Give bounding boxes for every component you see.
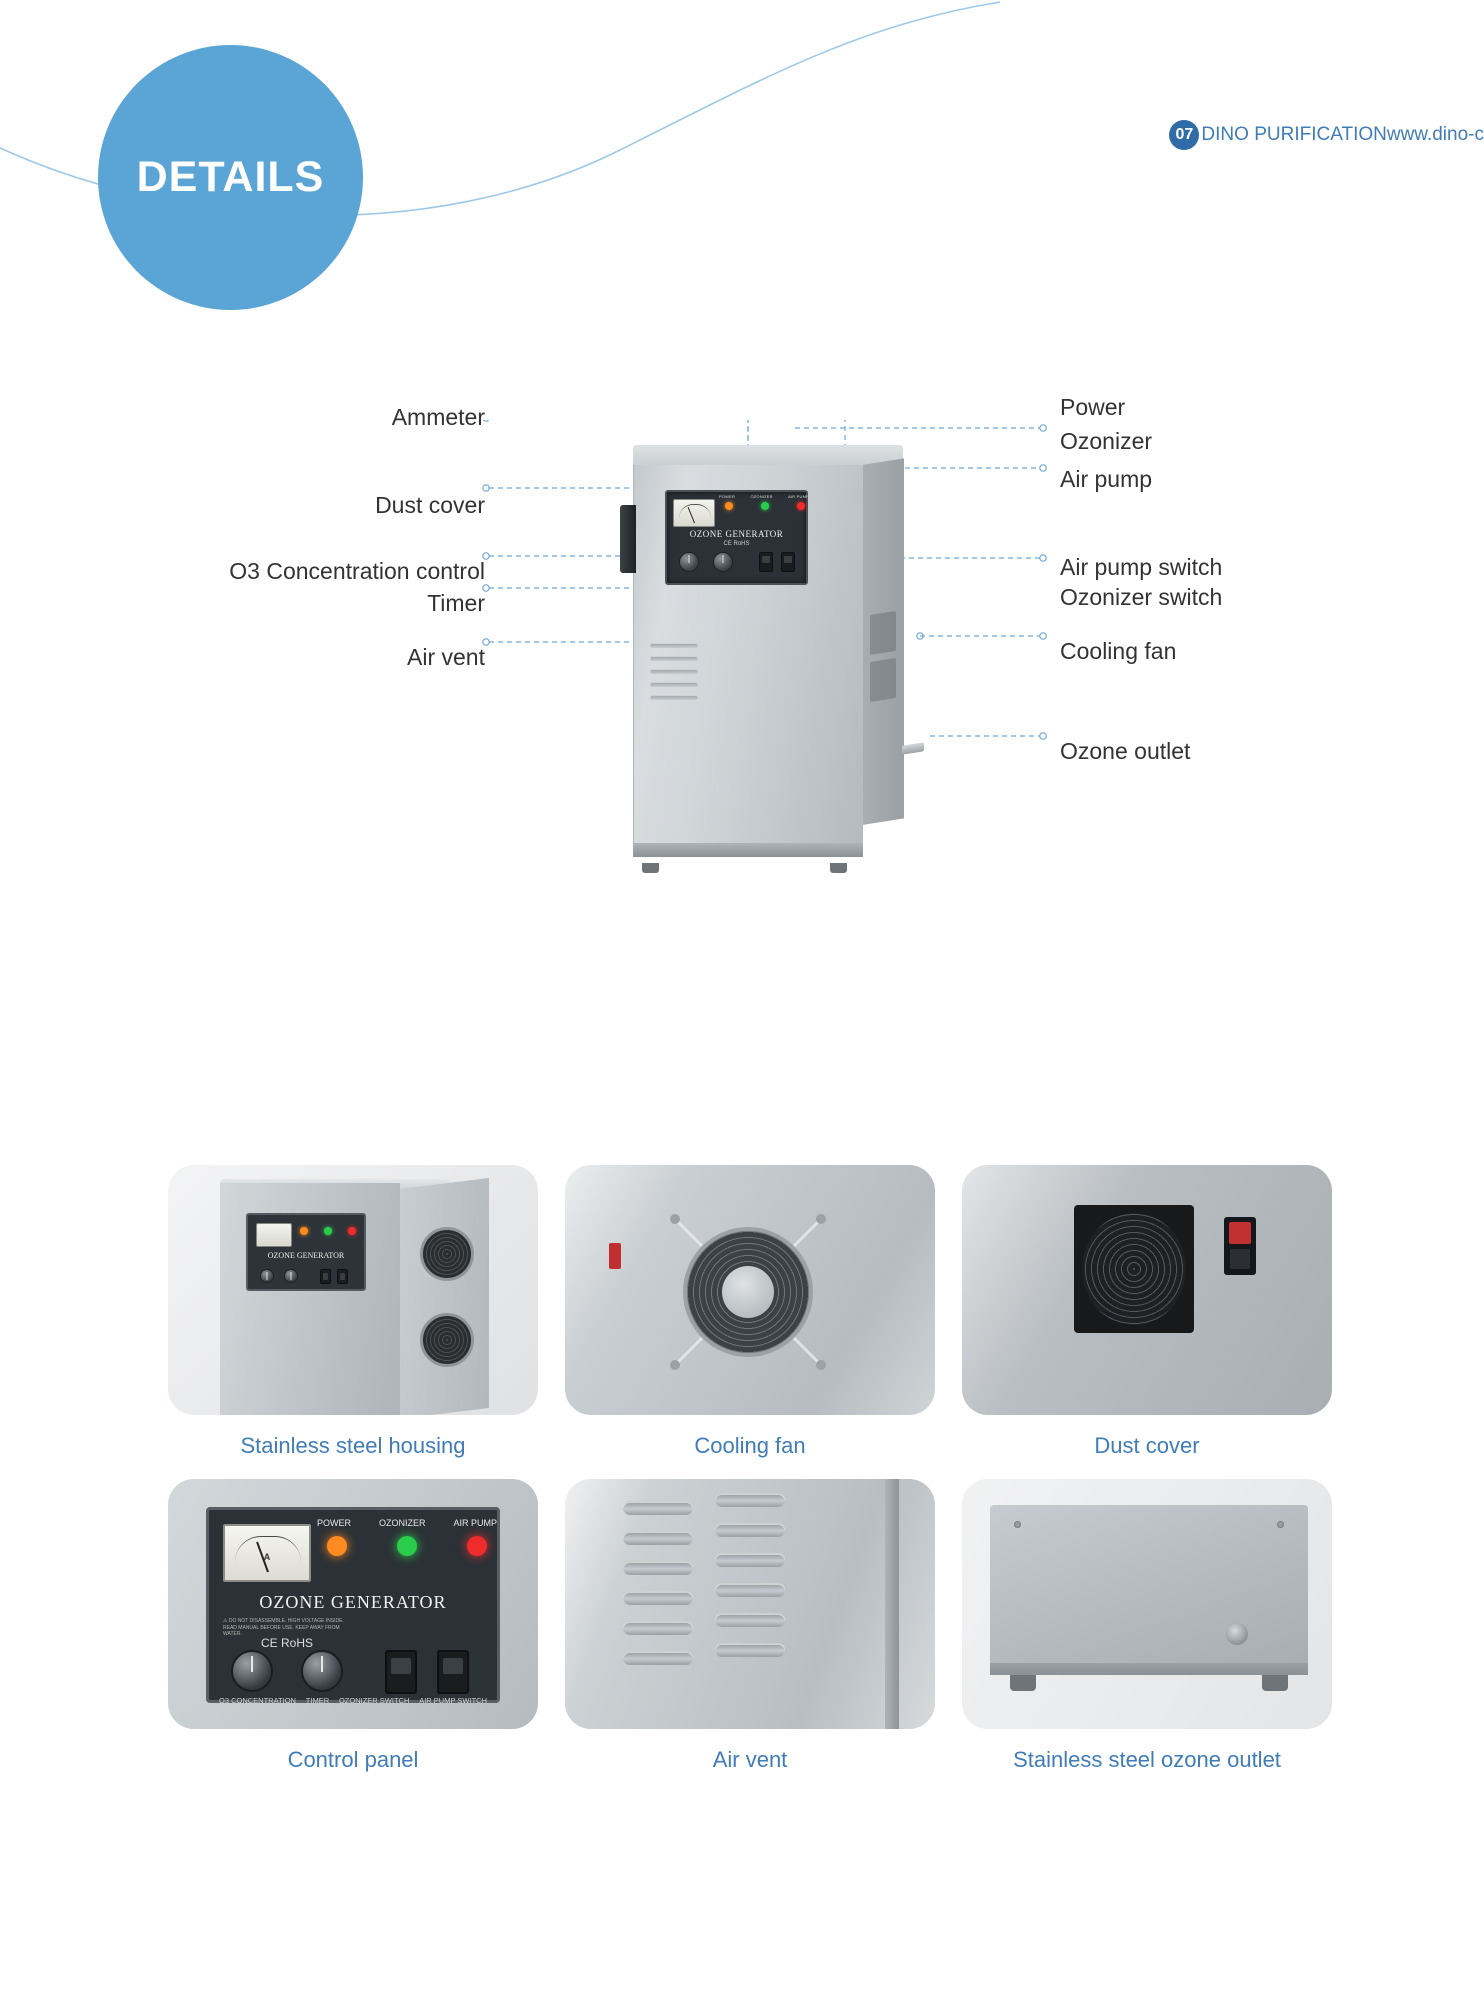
machine-side-fan-upper xyxy=(870,611,896,655)
led-label-air-pump: AIR PUMP xyxy=(453,1518,497,1528)
control-panel-face xyxy=(206,1507,500,1703)
housing-fan-upper-icon xyxy=(420,1227,474,1281)
ozonizer-switch[interactable] xyxy=(320,1269,331,1284)
screw-icon xyxy=(1014,1521,1021,1528)
cabinet-foot-right xyxy=(1262,1675,1288,1691)
air-pump-switch[interactable] xyxy=(437,1650,469,1694)
control-panel xyxy=(665,490,808,585)
ammeter-gauge xyxy=(673,499,715,527)
air-pump-switch[interactable] xyxy=(337,1269,348,1284)
panel-knobs xyxy=(679,552,733,572)
gallery-card-cooling-fan xyxy=(565,1165,935,1459)
housing-switches xyxy=(320,1269,348,1284)
callout-label-timer: Timer xyxy=(427,590,485,616)
gallery-caption-cooling-fan: Cooling fan xyxy=(694,1433,806,1458)
panel-indicator-leds xyxy=(725,502,805,510)
screw-icon xyxy=(1277,1521,1284,1528)
panel-switches xyxy=(385,1650,469,1694)
panel-sub-labels xyxy=(219,1696,487,1705)
o3-concentration-knob[interactable] xyxy=(231,1650,273,1692)
led-label-power: POWER xyxy=(719,494,736,499)
gallery-thumb-control-panel xyxy=(168,1479,538,1729)
ozonizer-led xyxy=(324,1227,332,1235)
gallery-card-control-panel xyxy=(168,1479,538,1773)
gallery-card-stainless-steel-housing xyxy=(168,1165,538,1459)
ammeter-unit-label: A xyxy=(263,1552,271,1562)
sub-label-air-pump-switch: AIR PUMP SWITCH xyxy=(419,1696,487,1705)
led-label-ozonizer: OZONIZER xyxy=(379,1518,426,1528)
panel-led-labels xyxy=(317,1518,497,1528)
gallery-thumb-stainless-steel-housing xyxy=(168,1165,538,1415)
gallery-thumb-stainless-steel-ozone-outlet xyxy=(962,1479,1332,1729)
o3-concentration-knob[interactable] xyxy=(260,1269,274,1283)
led-label-air-pump: AIR PUMP xyxy=(788,494,809,499)
ozone-generator-illustration xyxy=(620,445,920,865)
power-socket xyxy=(1230,1249,1250,1269)
callout-label-power: Power xyxy=(1060,394,1126,420)
power-switch[interactable] xyxy=(1229,1222,1251,1244)
ammeter-gauge xyxy=(223,1524,311,1582)
gallery-card-dust-cover xyxy=(962,1165,1332,1459)
machine-side-fan-lower xyxy=(870,658,896,702)
led-label-ozonizer: OZONIZER xyxy=(750,494,773,499)
timer-knob[interactable] xyxy=(713,552,733,572)
housing-control-panel xyxy=(246,1213,366,1291)
vent-slot xyxy=(650,682,698,687)
timer-knob[interactable] xyxy=(284,1269,298,1283)
panel-warning-text: ⚠ DO NOT DISASSEMBLE. HIGH VOLTAGE INSIDE. READ MANUAL BEFORE USE. KEEP AWAY FROM WATER. xyxy=(223,1618,344,1637)
vent-slot xyxy=(650,695,698,700)
ozonizer-led xyxy=(397,1536,417,1556)
brand-header xyxy=(1169,120,1484,150)
housing-fan-lower-icon xyxy=(420,1313,474,1367)
machine-foot-right xyxy=(830,863,847,873)
housing-ammeter xyxy=(256,1223,292,1247)
power-led xyxy=(725,502,733,510)
machine-top-cover xyxy=(633,445,903,467)
callout-label-ammeter: Ammeter xyxy=(391,404,485,430)
vent-slot xyxy=(623,1561,693,1575)
cabinet-foot-left xyxy=(1010,1675,1036,1691)
page-number-badge: 07 xyxy=(1169,120,1199,150)
page-title: DETAILS xyxy=(136,153,325,201)
ammeter-scale xyxy=(679,504,711,518)
o3-concentration-knob[interactable] xyxy=(679,552,699,572)
power-led xyxy=(300,1227,308,1235)
gallery-thumb-air-vent xyxy=(565,1479,935,1729)
gallery-caption-air-vent: Air vent xyxy=(712,1747,788,1772)
housing-leds xyxy=(300,1227,356,1235)
panel-switches xyxy=(759,552,795,572)
gallery-card-air-vent xyxy=(565,1479,935,1773)
ozonizer-led xyxy=(761,502,769,510)
callout-label-ozonizer: Ozonizer xyxy=(1060,428,1153,454)
panel-indicator-leds xyxy=(327,1536,487,1556)
air-vent-column-left xyxy=(623,1501,693,1681)
ozone-outlet-base xyxy=(990,1663,1308,1675)
callout-label-air-pump-switch-ozonizer-switch: Air pump switch Ozonizer switch xyxy=(1060,554,1223,611)
machine-base xyxy=(633,843,863,857)
panel-ce-mark: CE RoHS xyxy=(261,1636,314,1650)
brand-text: DINO PURIFICATIONwww.dino-c xyxy=(1201,124,1484,145)
gallery-card-stainless-steel-ozone-outlet xyxy=(962,1479,1332,1773)
vent-slot xyxy=(715,1493,785,1507)
vent-slot xyxy=(623,1591,693,1605)
vent-slot xyxy=(650,643,698,648)
callout-label-cooling-fan: Cooling fan xyxy=(1060,638,1177,664)
ozone-outlet-nozzle xyxy=(1226,1623,1248,1645)
air-pump-led xyxy=(797,502,805,510)
callout-label-ozone-outlet: Ozone outlet xyxy=(1060,738,1191,764)
ozonizer-switch[interactable] xyxy=(385,1650,417,1694)
panel-led-labels xyxy=(719,494,809,499)
power-switch-socket-block xyxy=(1224,1217,1256,1275)
panel-brand-title: OZONE GENERATOR xyxy=(689,529,784,539)
sub-label-o3-concentration: O3 CONCENTRATION xyxy=(219,1696,296,1705)
vent-slot xyxy=(650,656,698,661)
air-vent-panel-edge xyxy=(885,1479,899,1729)
callout-label-o3-concentration-control: O3 Concentration control xyxy=(229,558,485,584)
vent-slot xyxy=(623,1651,693,1665)
vent-slot xyxy=(623,1531,693,1545)
vent-slot xyxy=(715,1583,785,1597)
vent-slot xyxy=(715,1643,785,1657)
panel-knobs xyxy=(231,1650,343,1692)
vent-slot xyxy=(715,1553,785,1567)
gallery-caption-control-panel: Control panel xyxy=(287,1747,419,1772)
product-callout-diagram xyxy=(0,394,1484,1000)
air-pump-led xyxy=(467,1536,487,1556)
ozone-outlet-cabinet xyxy=(990,1505,1308,1663)
air-pump-switch[interactable] xyxy=(781,552,795,572)
air-vent-slots xyxy=(650,643,698,708)
detail-photo-gallery xyxy=(168,1165,1318,1773)
power-led xyxy=(327,1536,347,1556)
housing-panel-title: OZONE GENERATOR xyxy=(267,1251,345,1260)
ozonizer-switch[interactable] xyxy=(759,552,773,572)
dust-cover-part xyxy=(620,505,636,573)
cooling-fan-hub xyxy=(722,1266,774,1318)
vent-slot xyxy=(715,1523,785,1537)
callout-label-dust-cover: Dust cover xyxy=(375,492,485,518)
vent-slot xyxy=(650,669,698,674)
machine-foot-left xyxy=(642,863,659,873)
panel-ce-mark: CE RoHS xyxy=(723,541,750,547)
gallery-caption-stainless-steel-ozone-outlet: Stainless steel ozone outlet xyxy=(1013,1747,1281,1772)
cooling-fan-grille xyxy=(683,1227,813,1357)
led-label-power: POWER xyxy=(317,1518,352,1528)
gallery-caption-dust-cover: Dust cover xyxy=(1094,1433,1200,1458)
panel-brand-title: OZONE GENERATOR xyxy=(259,1592,447,1612)
vent-slot xyxy=(623,1501,693,1515)
gallery-caption-stainless-steel-housing: Stainless steel housing xyxy=(240,1433,466,1458)
callout-label-air-vent: Air vent xyxy=(407,644,485,670)
timer-knob[interactable] xyxy=(301,1650,343,1692)
sub-label-ozonizer-switch: OZONIZER SWITCH xyxy=(338,1696,410,1705)
details-section-badge xyxy=(98,45,363,310)
sub-label-timer: TIMER xyxy=(305,1696,330,1705)
air-pump-led xyxy=(348,1227,356,1235)
dust-cover-filter-housing xyxy=(1074,1205,1194,1333)
gallery-thumb-dust-cover xyxy=(962,1165,1332,1415)
housing-knobs xyxy=(260,1269,298,1283)
vent-slot xyxy=(623,1621,693,1635)
vent-slot xyxy=(715,1613,785,1627)
air-vent-column-right xyxy=(715,1493,785,1673)
dust-cover-mesh xyxy=(1082,1213,1186,1325)
callout-label-air-pump: Air pump xyxy=(1060,466,1153,492)
gallery-thumb-cooling-fan xyxy=(565,1165,935,1415)
housing-side xyxy=(399,1178,489,1415)
